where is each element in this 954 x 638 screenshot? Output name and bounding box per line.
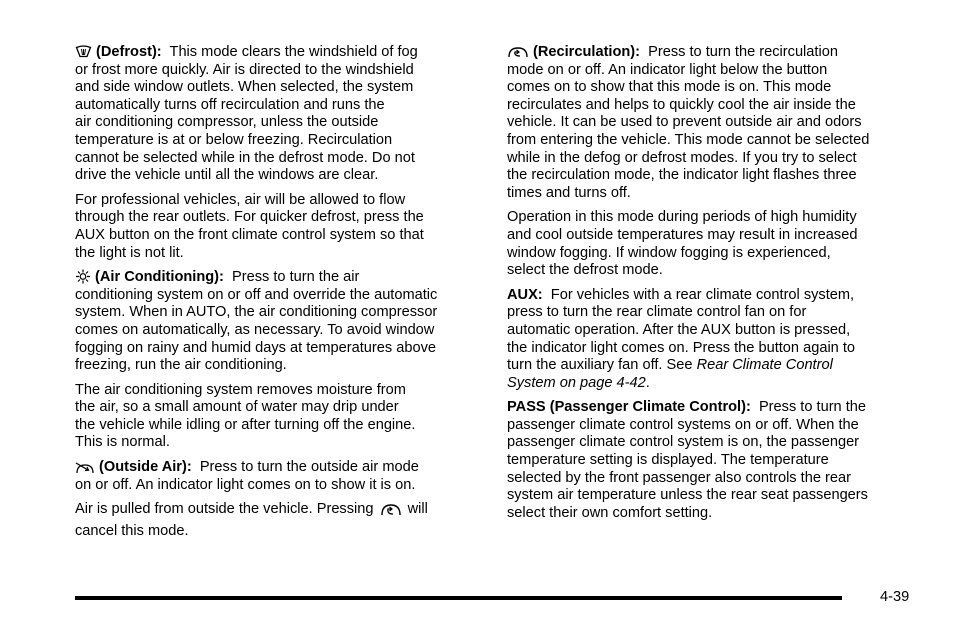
pass-heading: PASS (Passenger Climate Control): bbox=[507, 399, 751, 416]
pass-paragraph bbox=[507, 399, 911, 522]
professional-line: through the rear outlets. For quicker defrost, press the bbox=[75, 209, 424, 226]
air-conditioning-line: Press to turn the air bbox=[231, 269, 360, 286]
defrost-heading: (Defrost): bbox=[96, 44, 162, 60]
defrost-line: drive the vehicle until all the windows are clear. bbox=[75, 167, 379, 184]
pass-line: selected by the front passenger also controls the rear bbox=[507, 469, 851, 486]
moisture-line: The air conditioning system removes moisture from bbox=[75, 381, 406, 398]
recirculation-line: recirculates and helps to quickly cool the air inside the bbox=[507, 96, 856, 113]
professional-paragraph bbox=[75, 192, 480, 262]
recirculation-icon bbox=[507, 45, 529, 59]
defrost-line: automatically turns off recirculation and runs the bbox=[75, 96, 385, 113]
footer-rule bbox=[75, 596, 842, 600]
air-conditioning-line: comes on automatically, as necessary. To avoid window bbox=[75, 321, 435, 338]
outside-air-line: Press to turn the outside air mode bbox=[199, 459, 419, 476]
air-pulled-text: cancel this mode. bbox=[75, 522, 189, 539]
air-conditioning-line: system. When in AUTO, the air conditioning compressor bbox=[75, 304, 438, 321]
pass-line: temperature setting is displayed. The temperature bbox=[507, 452, 829, 469]
page-number: 4-39 bbox=[880, 589, 910, 605]
recirculation-line: from entering the vehicle. This mode cannot be selected bbox=[507, 131, 870, 148]
moisture-line: This is normal. bbox=[75, 434, 170, 451]
defrost-line: and side window outlets. When selected, the system bbox=[75, 79, 414, 96]
professional-line: AUX button on the front climate control system so that bbox=[75, 226, 424, 243]
rear-climate-reference: System on page 4-42 bbox=[507, 374, 646, 391]
air-conditioning-heading: (Air Conditioning): bbox=[95, 269, 224, 286]
air-pulled-paragraph bbox=[75, 501, 480, 540]
professional-line: the light is not lit. bbox=[75, 244, 184, 261]
professional-line: For professional vehicles, air will be allowed to flow bbox=[75, 191, 406, 208]
recirculation-line: while in the defog or defrost modes. If you try to select bbox=[507, 149, 857, 166]
defrost-paragraph bbox=[75, 44, 480, 185]
defrost-line: This mode clears the windshield of fog bbox=[169, 44, 418, 60]
aux-line: press to turn the rear climate control fan on for bbox=[507, 304, 807, 321]
right-column bbox=[507, 44, 911, 529]
pass-line: select their own comfort setting. bbox=[507, 504, 713, 521]
snowflake-icon bbox=[75, 269, 91, 284]
recirculation-line: times and turns off. bbox=[507, 184, 631, 201]
aux-line: For vehicles with a rear climate control system, bbox=[550, 286, 855, 303]
recirculation-line: mode on or off. An indicator light below the button bbox=[507, 61, 828, 78]
recirculation-line: comes on to show that this mode is on. This mode bbox=[507, 79, 832, 96]
recirculation-paragraph bbox=[507, 44, 911, 202]
moisture-paragraph bbox=[75, 382, 480, 452]
humidity-line: and cool outside temperatures may result in increased bbox=[507, 226, 858, 243]
aux-heading: AUX: bbox=[507, 286, 543, 303]
humidity-line: Operation in this mode during periods of high humidity bbox=[507, 209, 857, 226]
pass-line: system air temperature unless the rear seat passengers bbox=[507, 487, 868, 504]
defrost-line: or frost more quickly. Air is directed to the windshield bbox=[75, 61, 414, 78]
recirculation-heading: (Recirculation): bbox=[533, 44, 641, 60]
defrost-line: temperature is at or below freezing. Recirculation bbox=[75, 131, 393, 148]
air-conditioning-line: fogging on rainy and humid days at temperatures above bbox=[75, 339, 437, 356]
reference-period: . bbox=[645, 374, 650, 391]
recirculation-icon bbox=[380, 501, 402, 523]
defrost-icon bbox=[75, 45, 92, 59]
outside-air-heading: (Outside Air): bbox=[99, 459, 192, 476]
recirculation-line: Press to turn the recirculation bbox=[648, 44, 838, 60]
air-conditioning-line: conditioning system on or off and override the automatic bbox=[75, 286, 438, 303]
humidity-line: window fogging. If window fogging is experienced, bbox=[507, 244, 831, 261]
aux-line: automatic operation. After the AUX button is pressed, bbox=[507, 321, 851, 338]
air-pulled-text: Air is pulled from outside the vehicle. Pressing bbox=[75, 501, 374, 518]
outside-air-icon bbox=[75, 461, 95, 474]
recirculation-line: the recirculation mode, the indicator light flashes three bbox=[507, 167, 857, 184]
moisture-line: the air, so a small amount of water may drip under bbox=[75, 399, 399, 416]
rear-climate-reference: Rear Climate Control bbox=[696, 357, 833, 374]
air-pulled-text: will bbox=[407, 501, 428, 518]
air-conditioning-line: freezing, run the air conditioning. bbox=[75, 357, 287, 374]
aux-line: turn the auxiliary fan off. See bbox=[507, 357, 693, 374]
outside-air-line: on or off. An indicator light comes on to show it is on. bbox=[75, 476, 416, 493]
pass-line: Press to turn the bbox=[758, 399, 867, 416]
pass-line: passenger climate control system is on, the passenger bbox=[507, 434, 860, 451]
air-conditioning-paragraph bbox=[75, 269, 480, 375]
left-column bbox=[75, 44, 480, 547]
defrost-line: air conditioning compressor, unless the outside bbox=[75, 114, 379, 131]
pass-line: passenger climate control systems on or off. When the bbox=[507, 416, 859, 433]
recirculation-line: vehicle. It can be used to prevent outside air and odors bbox=[507, 114, 862, 131]
humidity-paragraph bbox=[507, 209, 911, 279]
moisture-line: the vehicle while idling or after turning off the engine. bbox=[75, 416, 416, 433]
outside-air-paragraph bbox=[75, 459, 480, 494]
aux-paragraph bbox=[507, 287, 911, 393]
aux-line: the indicator light comes on. Press the button again to bbox=[507, 339, 856, 356]
defrost-line: cannot be selected while in the defrost mode. Do not bbox=[75, 149, 415, 166]
humidity-line: select the defrost mode. bbox=[507, 262, 663, 279]
